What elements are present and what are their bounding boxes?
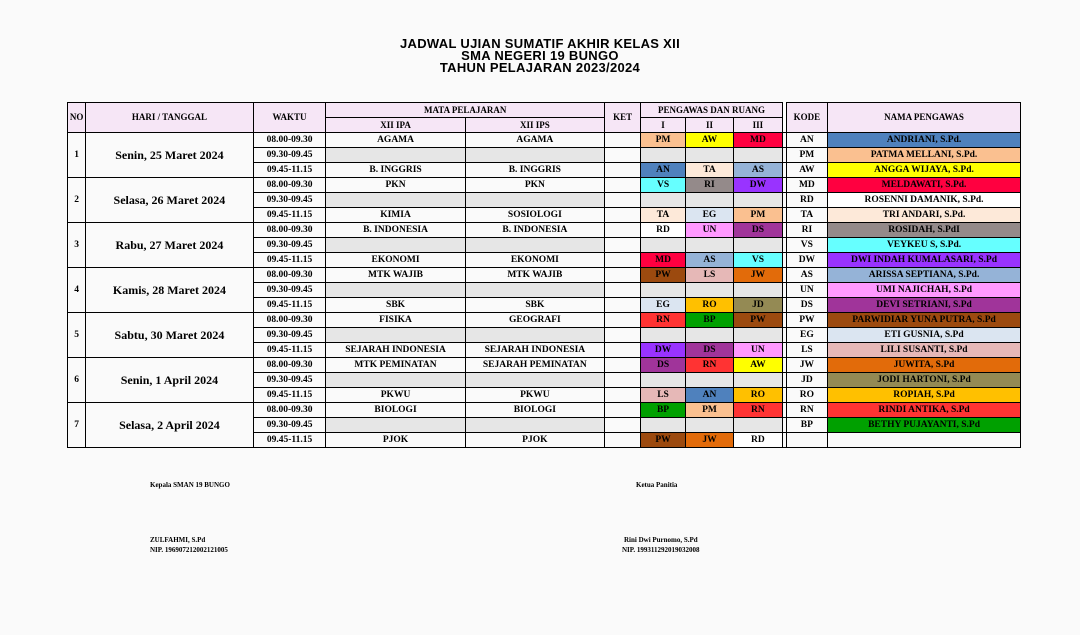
row-nama-pengawas: ROPIAH, S.Pd [828, 388, 1021, 403]
header-pengawas: PENGAWAS DAN RUANG [641, 103, 782, 118]
row-ruang-2: BP [685, 313, 733, 328]
row-waktu: 09.45-11.15 [253, 298, 326, 313]
row-waktu: 09.30-09.45 [253, 283, 326, 298]
row-mapel-ips: BIOLOGI [465, 403, 604, 418]
row-ruang-1: VS [641, 178, 685, 193]
row-ruang-3 [734, 283, 782, 298]
row-ruang-2: DS [685, 343, 733, 358]
row-mapel-ipa: SEJARAH INDONESIA [326, 343, 465, 358]
schedule-table [67, 102, 1021, 448]
row-kode: MD [786, 178, 827, 193]
row-kode: AS [786, 268, 827, 283]
header-mapel: MATA PELAJARAN [326, 103, 605, 118]
row-ket [605, 328, 641, 343]
row-nama-pengawas: LILI SUSANTI, S.Pd [828, 343, 1021, 358]
signature-right-title: Ketua Panitia [636, 481, 678, 489]
row-ruang-2 [685, 193, 733, 208]
row-waktu: 09.45-11.15 [253, 253, 326, 268]
row-ruang-3: DS [734, 223, 782, 238]
document-title [330, 38, 750, 74]
row-nama-pengawas: BETHY PUJAYANTI, S.Pd [828, 418, 1021, 433]
row-ruang-3: VS [734, 253, 782, 268]
row-ruang-1 [641, 193, 685, 208]
row-ruang-2 [685, 418, 733, 433]
row-mapel-ips [465, 283, 604, 298]
row-kode: JD [786, 373, 827, 388]
row-ket [605, 223, 641, 238]
row-nama-pengawas: PATMA MELLANI, S.Pd. [828, 148, 1021, 163]
row-nama-pengawas: JUWITA, S.Pd [828, 358, 1021, 373]
table-row [68, 358, 1021, 373]
row-ruang-2: RN [685, 358, 733, 373]
row-no: 3 [68, 223, 86, 268]
row-waktu: 08.00-09.30 [253, 313, 326, 328]
row-nama-pengawas: DWI INDAH KUMALASARI, S.Pd [828, 253, 1021, 268]
row-mapel-ipa: B. INGGRIS [326, 163, 465, 178]
row-ruang-3: RD [734, 433, 782, 448]
row-hari-tanggal: Senin, 1 April 2024 [86, 358, 254, 403]
row-ruang-1: PM [641, 133, 685, 148]
row-ruang-1: BP [641, 403, 685, 418]
row-kode: PM [786, 148, 827, 163]
title-line-1: JADWAL UJIAN SUMATIF AKHIR KELAS XII [400, 36, 680, 51]
row-ruang-1: PW [641, 268, 685, 283]
row-ket [605, 388, 641, 403]
row-waktu: 09.30-09.45 [253, 373, 326, 388]
table-row [68, 178, 1021, 193]
table-row [68, 403, 1021, 418]
row-kode: DS [786, 298, 827, 313]
row-ket [605, 133, 641, 148]
row-nama-pengawas: MELDAWATI, S.Pd. [828, 178, 1021, 193]
row-ruang-3 [734, 373, 782, 388]
header-ipa: XII IPA [326, 118, 465, 133]
row-ket [605, 433, 641, 448]
row-ruang-2 [685, 148, 733, 163]
row-hari-tanggal: Selasa, 2 April 2024 [86, 403, 254, 448]
row-ruang-3: RO [734, 388, 782, 403]
table-row [68, 313, 1021, 328]
row-no: 7 [68, 403, 86, 448]
table-row [68, 268, 1021, 283]
signature-right-nip: NIP. 199311292019032008 [622, 546, 700, 554]
row-kode: RO [786, 388, 827, 403]
row-ruang-2: AW [685, 133, 733, 148]
row-nama-pengawas: UMI NAJICHAH, S.Pd [828, 283, 1021, 298]
row-ruang-1: RN [641, 313, 685, 328]
row-mapel-ipa [326, 148, 465, 163]
table-row [68, 223, 1021, 238]
row-ruang-1: AN [641, 163, 685, 178]
row-ruang-3: PM [734, 208, 782, 223]
row-nama-pengawas [828, 433, 1021, 448]
row-kode: BP [786, 418, 827, 433]
row-mapel-ips [465, 328, 604, 343]
row-mapel-ipa [326, 283, 465, 298]
row-mapel-ips [465, 148, 604, 163]
row-ket [605, 313, 641, 328]
row-hari-tanggal: Rabu, 27 Maret 2024 [86, 223, 254, 268]
row-ruang-1 [641, 238, 685, 253]
row-mapel-ipa: SBK [326, 298, 465, 313]
header-ips: XII IPS [465, 118, 604, 133]
row-ruang-1: MD [641, 253, 685, 268]
row-ket [605, 163, 641, 178]
row-mapel-ipa: MTK PEMINATAN [326, 358, 465, 373]
row-ruang-1: PW [641, 433, 685, 448]
row-mapel-ipa [326, 238, 465, 253]
row-ruang-1 [641, 283, 685, 298]
title-line-2: SMA NEGERI 19 BUNGO [461, 48, 619, 63]
row-ruang-2: JW [685, 433, 733, 448]
row-ruang-3: JW [734, 268, 782, 283]
row-no: 2 [68, 178, 86, 223]
header-ruang-1: I [641, 118, 685, 133]
row-kode: VS [786, 238, 827, 253]
row-ruang-2 [685, 283, 733, 298]
row-nama-pengawas: ANGGA WIJAYA, S.Pd. [828, 163, 1021, 178]
row-nama-pengawas: PARWIDIAR YUNA PUTRA, S.Pd [828, 313, 1021, 328]
row-nama-pengawas: ROSENNI DAMANIK, S.Pd. [828, 193, 1021, 208]
row-ruang-3 [734, 418, 782, 433]
row-waktu: 08.00-09.30 [253, 403, 326, 418]
row-ket [605, 178, 641, 193]
row-ruang-1 [641, 418, 685, 433]
row-ruang-3: DW [734, 178, 782, 193]
table-row [68, 133, 1021, 148]
row-ruang-3 [734, 328, 782, 343]
row-ruang-1 [641, 373, 685, 388]
row-mapel-ips: SOSIOLOGI [465, 208, 604, 223]
row-kode: RN [786, 403, 827, 418]
header-no: NO [68, 103, 86, 133]
row-waktu: 09.30-09.45 [253, 418, 326, 433]
row-mapel-ips: B. INDONESIA [465, 223, 604, 238]
row-mapel-ips: B. INGGRIS [465, 163, 604, 178]
row-waktu: 08.00-09.30 [253, 178, 326, 193]
row-ket [605, 253, 641, 268]
schedule-body [68, 133, 1021, 448]
row-mapel-ipa [326, 328, 465, 343]
row-ket [605, 373, 641, 388]
row-mapel-ips [465, 193, 604, 208]
row-ket [605, 148, 641, 163]
row-ruang-3: MD [734, 133, 782, 148]
row-ket [605, 193, 641, 208]
row-no: 5 [68, 313, 86, 358]
title-line-3: TAHUN PELAJARAN 2023/2024 [439, 60, 641, 75]
row-no: 1 [68, 133, 86, 178]
row-ket [605, 343, 641, 358]
signature-left-title: Kepala SMAN 19 BUNGO [150, 481, 230, 489]
header-kode: KODE [786, 103, 827, 133]
row-ruang-2 [685, 328, 733, 343]
row-ruang-2: RO [685, 298, 733, 313]
row-nama-pengawas: TRI ANDARI, S.Pd. [828, 208, 1021, 223]
row-no: 4 [68, 268, 86, 313]
row-mapel-ipa: AGAMA [326, 133, 465, 148]
row-ruang-2: AS [685, 253, 733, 268]
row-waktu: 08.00-09.30 [253, 133, 326, 148]
row-ruang-2: EG [685, 208, 733, 223]
row-ket [605, 358, 641, 373]
row-ruang-1: DW [641, 343, 685, 358]
row-ruang-3 [734, 193, 782, 208]
row-mapel-ips: SBK [465, 298, 604, 313]
row-hari-tanggal: Selasa, 26 Maret 2024 [86, 178, 254, 223]
row-mapel-ips: PKWU [465, 388, 604, 403]
row-ket [605, 418, 641, 433]
row-mapel-ipa: BIOLOGI [326, 403, 465, 418]
row-mapel-ips [465, 418, 604, 433]
row-waktu: 08.00-09.30 [253, 358, 326, 373]
row-ruang-1 [641, 148, 685, 163]
row-kode [786, 433, 827, 448]
row-waktu: 09.45-11.15 [253, 163, 326, 178]
row-mapel-ipa [326, 418, 465, 433]
row-mapel-ips [465, 373, 604, 388]
row-nama-pengawas: JODI HARTONI, S.Pd [828, 373, 1021, 388]
row-mapel-ipa: B. INDONESIA [326, 223, 465, 238]
row-ket [605, 208, 641, 223]
row-ket [605, 268, 641, 283]
header-nama: NAMA PENGAWAS [828, 103, 1021, 133]
signature-right-name: Rini Dwi Purnomo, S.Pd [624, 536, 698, 544]
row-mapel-ipa [326, 373, 465, 388]
row-waktu: 09.45-11.15 [253, 343, 326, 358]
row-waktu: 09.30-09.45 [253, 238, 326, 253]
row-ket [605, 238, 641, 253]
row-kode: RI [786, 223, 827, 238]
row-mapel-ips: EKONOMI [465, 253, 604, 268]
row-mapel-ipa: KIMIA [326, 208, 465, 223]
row-mapel-ips: GEOGRAFI [465, 313, 604, 328]
row-waktu: 09.30-09.45 [253, 193, 326, 208]
row-hari-tanggal: Kamis, 28 Maret 2024 [86, 268, 254, 313]
row-mapel-ipa: FISIKA [326, 313, 465, 328]
row-nama-pengawas: ARISSA SEPTIANA, S.Pd. [828, 268, 1021, 283]
row-ruang-2: RI [685, 178, 733, 193]
row-ruang-1: LS [641, 388, 685, 403]
row-ruang-3 [734, 238, 782, 253]
row-waktu: 08.00-09.30 [253, 268, 326, 283]
row-waktu: 09.45-11.15 [253, 388, 326, 403]
row-ruang-2: PM [685, 403, 733, 418]
row-nama-pengawas: VEYKEU S, S.Pd. [828, 238, 1021, 253]
row-nama-pengawas: ROSIDAH, S.PdI [828, 223, 1021, 238]
signature-left-nip: NIP. 196907212002121005 [150, 546, 228, 554]
header-hari: HARI / TANGGAL [86, 103, 254, 133]
row-ruang-2 [685, 373, 733, 388]
row-mapel-ips: SEJARAH INDONESIA [465, 343, 604, 358]
row-mapel-ipa: MTK WAJIB [326, 268, 465, 283]
row-mapel-ips [465, 238, 604, 253]
row-ruang-2: LS [685, 268, 733, 283]
row-kode: AN [786, 133, 827, 148]
row-ket [605, 283, 641, 298]
row-nama-pengawas: ANDRIANI, S.Pd. [828, 133, 1021, 148]
row-mapel-ips: AGAMA [465, 133, 604, 148]
row-ruang-2 [685, 238, 733, 253]
header-waktu: WAKTU [253, 103, 326, 133]
row-kode: LS [786, 343, 827, 358]
row-mapel-ips: PKN [465, 178, 604, 193]
row-waktu: 09.30-09.45 [253, 328, 326, 343]
row-ruang-3: UN [734, 343, 782, 358]
row-mapel-ipa: PKWU [326, 388, 465, 403]
row-mapel-ipa: EKONOMI [326, 253, 465, 268]
row-mapel-ips: MTK WAJIB [465, 268, 604, 283]
header-ket: KET [605, 103, 641, 133]
row-waktu: 09.45-11.15 [253, 433, 326, 448]
row-hari-tanggal: Senin, 25 Maret 2024 [86, 133, 254, 178]
row-ruang-1: TA [641, 208, 685, 223]
row-hari-tanggal: Sabtu, 30 Maret 2024 [86, 313, 254, 358]
row-ruang-1: RD [641, 223, 685, 238]
header-ruang-3: III [734, 118, 782, 133]
row-kode: AW [786, 163, 827, 178]
row-kode: PW [786, 313, 827, 328]
row-waktu: 08.00-09.30 [253, 223, 326, 238]
row-ruang-1: DS [641, 358, 685, 373]
row-mapel-ips: SEJARAH PEMINATAN [465, 358, 604, 373]
row-kode: TA [786, 208, 827, 223]
row-ruang-1: EG [641, 298, 685, 313]
row-mapel-ipa: PKN [326, 178, 465, 193]
row-ruang-3 [734, 148, 782, 163]
row-kode: DW [786, 253, 827, 268]
row-ruang-3: PW [734, 313, 782, 328]
row-no: 6 [68, 358, 86, 403]
row-mapel-ipa: PJOK [326, 433, 465, 448]
row-nama-pengawas: ETI GUSNIA, S.Pd [828, 328, 1021, 343]
row-ruang-3: JD [734, 298, 782, 313]
signature-left-name: ZULFAHMI, S.Pd [150, 536, 206, 544]
row-waktu: 09.30-09.45 [253, 148, 326, 163]
header-ruang-2: II [685, 118, 733, 133]
row-mapel-ipa [326, 193, 465, 208]
row-kode: RD [786, 193, 827, 208]
row-ruang-2: TA [685, 163, 733, 178]
row-ruang-1 [641, 328, 685, 343]
row-ruang-2: UN [685, 223, 733, 238]
row-ruang-3: AW [734, 358, 782, 373]
row-nama-pengawas: RINDI ANTIKA, S.Pd [828, 403, 1021, 418]
row-waktu: 09.45-11.15 [253, 208, 326, 223]
row-ruang-3: AS [734, 163, 782, 178]
row-mapel-ips: PJOK [465, 433, 604, 448]
row-ruang-3: RN [734, 403, 782, 418]
row-kode: UN [786, 283, 827, 298]
row-kode: EG [786, 328, 827, 343]
row-kode: JW [786, 358, 827, 373]
row-nama-pengawas: DEVI SETRIANI, S.Pd [828, 298, 1021, 313]
row-ruang-2: AN [685, 388, 733, 403]
row-ket [605, 403, 641, 418]
row-ket [605, 298, 641, 313]
